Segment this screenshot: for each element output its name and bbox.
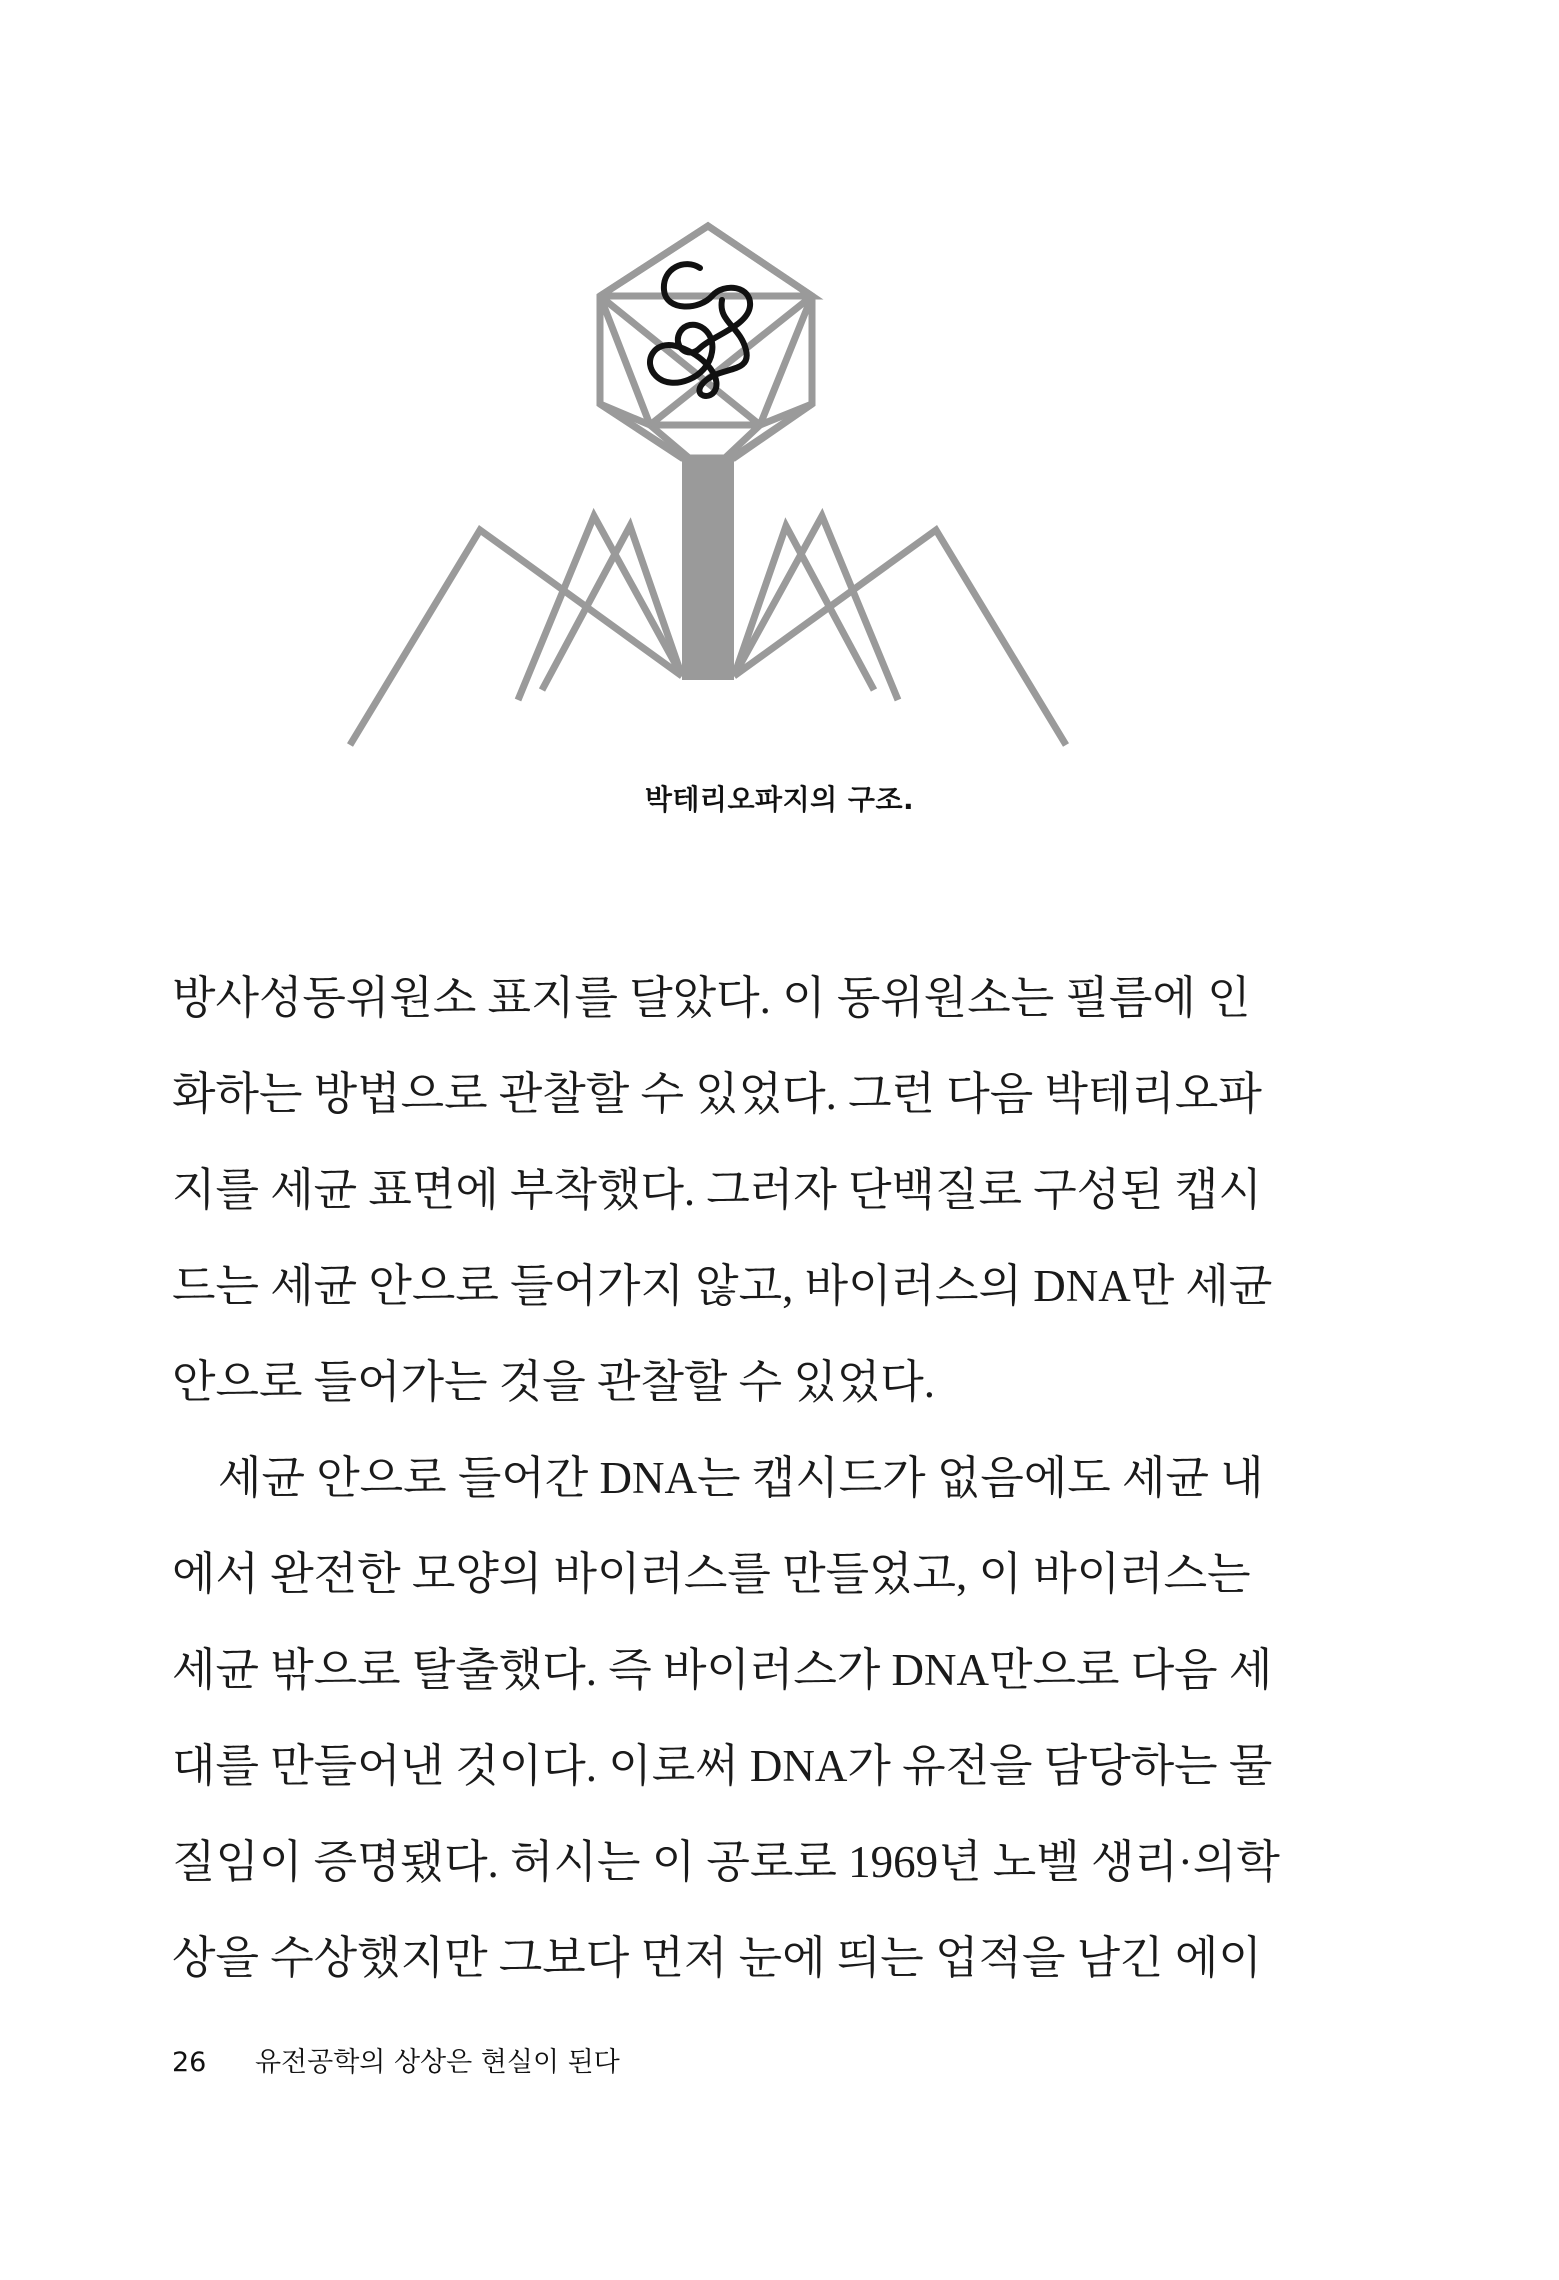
paragraph-2 [172, 1430, 1280, 2006]
tail-sheath [682, 458, 734, 680]
page-number: 26 [172, 2047, 207, 2078]
text-line: 질임이 증명됐다. 허시는 이 공로로 1969년 노벨 생리·의학 [172, 1837, 1280, 1887]
capsid-collar [600, 404, 812, 458]
tail-fiber-left-outer [350, 530, 682, 745]
text-line: 안으로 들어가는 것을 관찰할 수 있었다. [172, 1357, 936, 1407]
figure-caption: 박테리오파지의 구조. [644, 783, 915, 816]
bacteriophage-figure [340, 215, 1080, 755]
capsid-outline [600, 226, 812, 474]
text-line: 세균 밖으로 탈출했다. 즉 바이러스가 DNA만으로 다음 세 [172, 1645, 1273, 1695]
capsid-facet-top [600, 226, 812, 296]
body-text [172, 950, 1280, 2006]
text-line: 방사성동위원소 표지를 달았다. 이 동위원소는 필름에 인 [172, 973, 1251, 1023]
text-line: 상을 수상했지만 그보다 먼저 눈에 띄는 업적을 남긴 에이 [172, 1933, 1262, 1983]
dna-strand [650, 264, 750, 396]
text-line: 에서 완전한 모양의 바이러스를 만들었고, 이 바이러스는 [172, 1549, 1251, 1599]
text-line: 세균 안으로 들어간 DNA는 캡시드가 없음에도 세균 내 [218, 1453, 1264, 1503]
text-line: 드는 세균 안으로 들어가지 않고, 바이러스의 DNA만 세균 [172, 1261, 1273, 1311]
tail-fiber-right-outer [734, 530, 1066, 745]
text-line: 지를 세균 표면에 부착했다. 그러자 단백질로 구성된 캡시 [172, 1165, 1262, 1215]
running-title: 유전공학의 상상은 현실이 된다 [254, 2047, 620, 2078]
paragraph-1 [172, 950, 1273, 1430]
page-footer [172, 2040, 620, 2079]
text-line: 화하는 방법으로 관찰할 수 있었다. 그런 다음 박테리오파 [172, 1069, 1262, 1119]
text-line: 대를 만들어낸 것이다. 이로써 DNA가 유전을 담당하는 물 [172, 1741, 1273, 1791]
